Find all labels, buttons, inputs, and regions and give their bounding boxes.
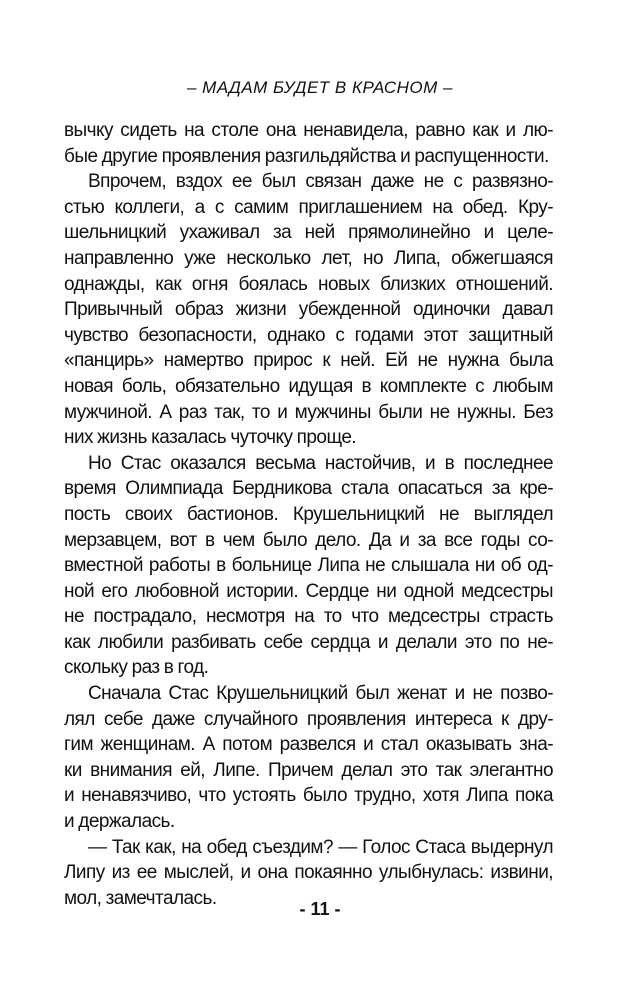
text-line: пость своих бастионов. Крушельницкий не выглядел: [64, 503, 553, 525]
text-line: — Так как, на обед съездим? — Голос Стаса выдернул: [88, 836, 553, 858]
text-line: мол, замечталась.: [64, 887, 217, 909]
text-line: Привычный образ жизни убежденной одиночки давал: [64, 299, 553, 321]
text-line: бые другие проявления разгильдяйства и распущенности.: [64, 145, 549, 167]
text-line: них жизнь казалась чуточку проще.: [64, 427, 357, 449]
text-line: скольку раз в год.: [64, 657, 209, 679]
paragraph: [64, 681, 553, 835]
text-line: однажды, как огня боялась новых близких отношений.: [64, 273, 553, 295]
text-line: вместной работы в больнице Липа не слышала ни об од-: [64, 555, 553, 577]
paragraph: [64, 118, 553, 169]
page-number: - 11 -: [299, 899, 341, 919]
text-line: Липу из ее мыслей, и она покаянно улыбнулась: извини,: [64, 862, 553, 884]
text-line: и держалась.: [64, 811, 175, 833]
text-line: и ненавязчиво, что устоять было трудно, хотя Липа пока: [64, 785, 553, 807]
text-line: ки внимания ей, Липе. Причем делал это так элегантно: [64, 759, 553, 781]
body-text: [64, 118, 553, 911]
text-line: Но Стас оказался весьма настойчив, и в последнее: [88, 452, 553, 474]
text-line: вычку сидеть на столе она ненавидела, равно как и лю-: [64, 120, 553, 141]
text-line: новая боль, обязательно идущая в комплекте с любым: [64, 375, 553, 397]
text-line: чувство безопасности, однако с годами этот защитный: [64, 324, 553, 346]
text-line: время Олимпиада Бердникова стала опасаться за кре-: [64, 478, 553, 500]
text-line: лял себе даже случайного проявления интереса к дру-: [64, 708, 553, 730]
text-line: мужчиной. А раз так, то и мужчины были не нужны. Без: [64, 401, 553, 423]
text-line: «панцирь» намертво прирос к ней. Ей не нужна была: [64, 350, 553, 372]
text-line: Впрочем, вздох ее был связан даже не с развязно-: [88, 171, 553, 193]
text-line: гим женщинам. А потом развелся и стал оказывать зна-: [64, 734, 553, 756]
text-line: как любили разбивать себе сердца и делали это по не-: [64, 631, 553, 653]
text-line: ной его любовной истории. Сердце ни одной медсестры: [64, 580, 553, 602]
paragraph: [64, 451, 553, 681]
text-line: направленно уже несколько лет, но Липа, обжегшаяся: [64, 247, 553, 269]
text-line: стью коллеги, а с самим приглашением на обед. Кру-: [64, 196, 553, 218]
text-line: Сначала Стас Крушельницкий был женат и не позво-: [88, 683, 553, 705]
text-line: не пострадало, несмотря на то что медсестры страсть: [64, 606, 553, 628]
text-line: мерзавцем, вот в чем было дело. Да и за все годы со-: [64, 529, 553, 551]
paragraph: [64, 169, 553, 451]
running-head: – МАДАМ БУДЕТ В КРАСНОМ –: [187, 78, 453, 97]
text-line: шельницкий ухаживал за ней прямолинейно и целе-: [64, 222, 553, 244]
